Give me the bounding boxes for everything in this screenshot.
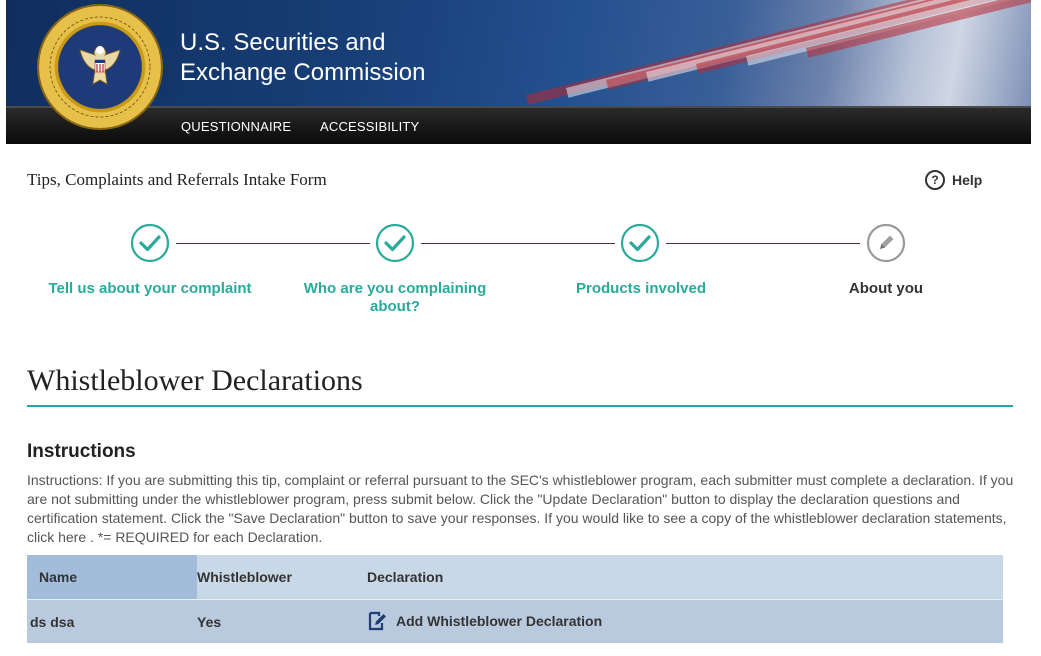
eagle-icon (75, 40, 125, 94)
add-declaration-label: Add Whistleblower Declaration (396, 613, 603, 629)
step-1-check-icon (130, 223, 170, 263)
declarations-table (27, 555, 1003, 643)
column-header-declaration[interactable]: Declaration (367, 569, 444, 585)
row-name: ds dsa (30, 614, 75, 630)
nav-accessibility[interactable]: ACCESSIBILITY (320, 119, 420, 134)
form-title: Tips, Complaints and Referrals Intake Form (27, 170, 327, 189)
add-declaration-button[interactable] (367, 611, 602, 631)
step-1-label[interactable]: Tell us about your complaint (48, 280, 252, 297)
step-2-label[interactable]: Who are you complaining about? (303, 280, 487, 315)
column-header-whistleblower[interactable]: Whistleblower (197, 569, 292, 585)
step-4-label: About you (848, 280, 924, 297)
help-icon: ? (925, 170, 945, 190)
column-header-name[interactable]: Name (39, 569, 78, 585)
site-header (6, 0, 1031, 144)
sec-seal-icon[interactable] (39, 6, 161, 128)
step-2-check-icon (375, 223, 415, 263)
step-connector-2 (421, 243, 615, 244)
step-3-label[interactable]: Products involved (575, 280, 707, 297)
page-title: Whistleblower Declarations (27, 364, 363, 397)
help-link[interactable] (925, 170, 982, 190)
nav-questionnaire[interactable]: QUESTIONNAIRE (181, 119, 292, 134)
table-row (27, 599, 1003, 643)
step-3-check-icon (620, 223, 660, 263)
edit-document-icon (367, 611, 387, 631)
row-whistleblower: Yes (197, 614, 222, 630)
step-4-pencil-icon (866, 223, 906, 263)
step-connector-3 (666, 243, 860, 244)
help-label: Help (952, 172, 983, 188)
agency-title[interactable]: U.S. Securities and Exchange Commission (180, 29, 426, 86)
instructions-heading: Instructions (27, 441, 136, 462)
title-divider (27, 405, 1013, 407)
step-connector-1 (176, 243, 370, 244)
table-header (27, 555, 1003, 599)
instructions-text: Instructions: If you are submitting this tip, complaint or referral pursuant to the SEC's whistleblower program, each submitter must complete a declaration. If you are not submitting under the whistleblower program, press submit below. Click the "Update Declaration" button to display the declaration questions and certification statement. Click the "Save Declaration" button to save your responses. If you would like to see a copy of the whistleblower declaration statements, click here . *= REQUIRED for each Declaration. (27, 472, 1014, 545)
